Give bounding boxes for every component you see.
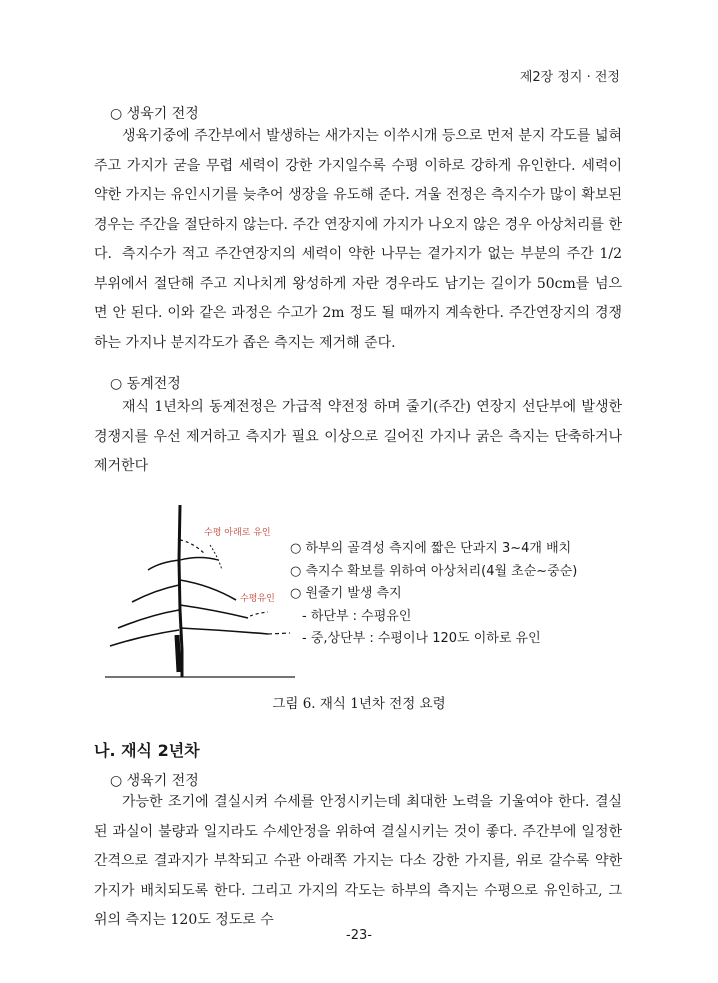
figure-note: - 중,상단부 : 수평이나 120도 이하로 유인 bbox=[302, 631, 541, 646]
figure-caption: 그림 6. 재식 1년차 전정 요령 bbox=[272, 696, 446, 712]
chapter-header: 제2장 정지 · 전정 bbox=[519, 70, 620, 85]
section-heading-year2: 나. 재식 2년차 bbox=[94, 741, 200, 760]
bullet-winter-pruning: ○ 동계전정 bbox=[110, 376, 181, 392]
figure-note: ○ 원줄기 발생 측지 bbox=[290, 586, 402, 601]
bullet-growth-pruning: ○ 생육기 전정 bbox=[110, 106, 199, 122]
figure-note: ○ 측지수 확보를 위하여 아상처리(4월 초순~중순) bbox=[290, 563, 578, 579]
paragraph-growth-pruning: 생육기중에 주간부에서 발생하는 새가지는 이쑤시개 등으로 먼저 분지 각도를 넓혀 주고 가지가 굳을 무렵 세력이 강한 가지일수록 수평 이하로 강하게 유인한다. 세력이 약한 가지는 유인시기를 늦추어 생장을 유도해 준다. 겨울 전정은 측지수가 많이 확보된 경우는 주간을 절단하지 않는다. 주간 연장지에 가지가 나오지 않은 경우 아상처리를 한다. bbox=[94, 128, 622, 262]
label-below-horizontal: 수평 아래로 유인 bbox=[204, 528, 271, 538]
paragraph-side-branch: 측지수가 적고 주간연장지의 세력이 약한 나무는 곁가지가 없는 부분의 주간 1/2 부위에서 절단해 주고 지나치게 왕성하게 자란 경우라도 남기는 길이가 50cm를 넘으면 안 된다. 이와 같은 과정은 수고가 2m 정도 될 때까지 계속한다. 주간연장지의 경쟁하는 가지나 분지각도가 좁은 측지는 제거해 준다. bbox=[94, 246, 622, 351]
bullet-growth-pruning-year2: ○ 생육기 전정 bbox=[110, 773, 199, 789]
figure-note: ○ 하부의 골격성 측지에 짧은 단과지 3~4개 배치 bbox=[290, 541, 572, 556]
paragraph-year2: 가능한 조기에 결실시켜 수세를 안정시키는데 최대한 노력을 기울여야 한다. 결실된 과실이 불량과 일지라도 수세안정을 위하여 결실시키는 것이 좋다. 주간부에 일정한 간격으로 결과지가 부착되고 수관 아래쪽 가지는 다소 강한 가지를, 위로 갈수록 약한 가지가 배치되도록 한다. 그리고 가지의 각도는 하부의 측지는 수평으로 유인하고, 그 위의 측지는 120도 정도로 수 bbox=[94, 794, 622, 928]
paragraph-winter-pruning: 재식 1년차의 동계전정은 가급적 약전정 하며 줄기(주간) 연장지 선단부에 발생한 경쟁지를 우선 제거하고 측지가 필요 이상으로 길어진 가지나 굵은 측지는 단축하거나 제거한다 bbox=[94, 399, 622, 474]
page-number: -23- bbox=[346, 928, 372, 943]
figure-note: - 하단부 : 수평유인 bbox=[302, 608, 412, 624]
figure-notes bbox=[290, 538, 577, 651]
label-horizontal: 수평유인 bbox=[240, 594, 275, 604]
